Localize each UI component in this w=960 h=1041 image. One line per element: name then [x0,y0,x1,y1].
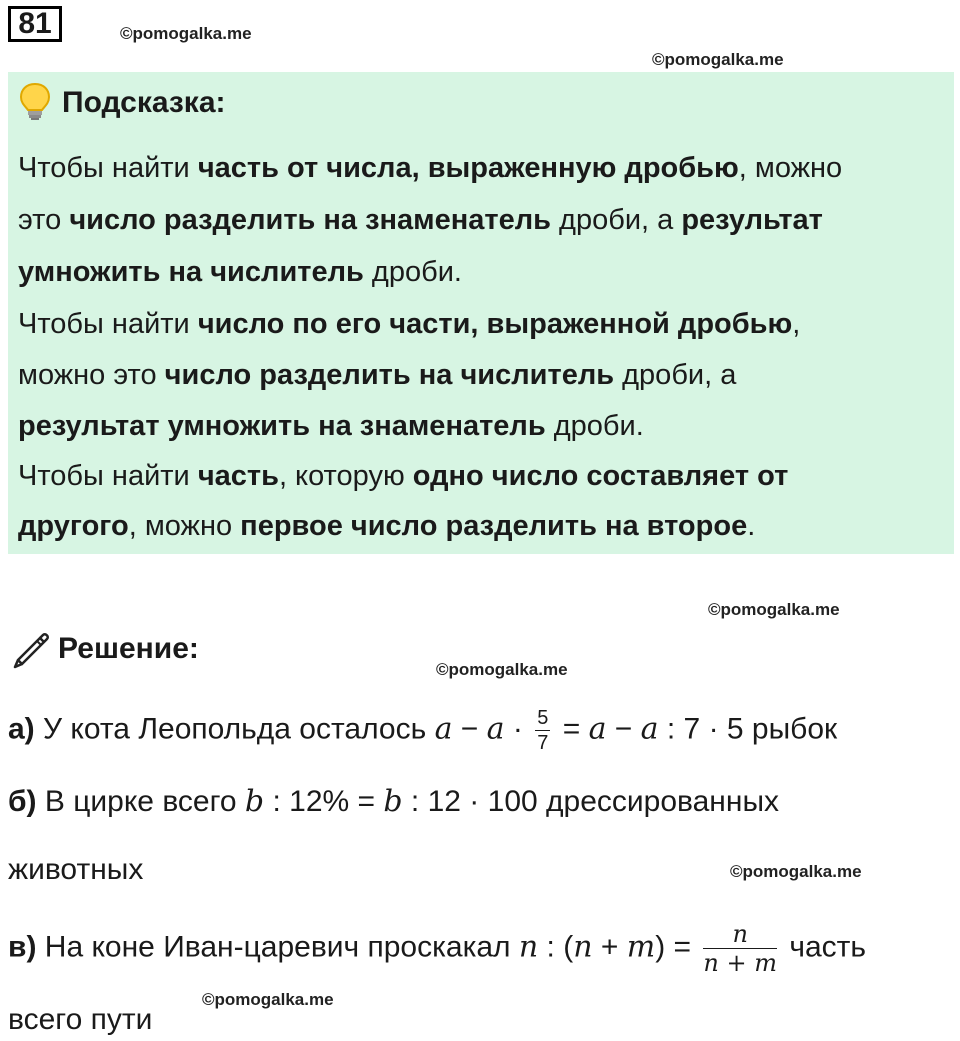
solution-b-line2: животных [8,853,144,886]
solution-c-line2: всего пути [8,1003,153,1036]
hint-line [18,408,644,444]
var-a: a [588,711,607,747]
hint-bold-text: часть от числа, выраженную дробью [197,152,739,184]
solution-b-text: В цирке всего [36,785,245,818]
task-number: 81 [8,6,62,42]
hint-bold-text: первое число разделить на второе [240,510,748,542]
hint-bold-text: часть [197,460,279,492]
hint-text: дроби. [545,410,644,442]
var-a: a [486,711,505,747]
hint-bold-text: число разделить на числитель [164,359,615,391]
solution-c [8,920,866,977]
solution-c-tail: часть [780,930,867,964]
hint-text: Чтобы найти [18,460,198,492]
fraction-numerator: 5 [537,707,549,729]
hint-title: Подсказка: [62,86,226,119]
watermark: ©pomogalka.me [730,862,862,881]
solution-a-tail: : 7 · 5 рыбок [658,712,838,746]
solution-c-label: в) [8,930,37,964]
hint-line [18,458,788,494]
hint-bold-text: число по его части, выраженной дробью [197,308,793,340]
solution-a-text: У кота Леопольда осталось [34,712,435,746]
var-n: n [518,929,539,965]
hint-text: это [18,204,70,236]
hint-bold-text: число разделить на знаменатель [69,204,551,236]
hint-text: , которую [278,460,413,492]
var-a: a [434,711,453,747]
watermark: ©pomogalka.me [120,24,252,43]
var-n: n [573,929,593,965]
fraction-n-over-n-plus-m [703,920,777,977]
hint-line [18,508,755,544]
var-m: m [626,929,656,965]
lightbulb-icon [18,82,52,122]
colon-paren: : ( [538,930,574,964]
solution-a-label: а) [8,712,35,746]
solution-b [8,782,779,822]
hint-bold-text: одно число составляет от [412,460,789,492]
watermark: ©pomogalka.me [652,50,784,69]
hint-text: Чтобы найти [18,308,198,340]
solution-b-part1: : 12% = [264,785,384,818]
hint-bold-text: умножить на числитель [18,256,364,288]
minus-sign: − [452,712,487,746]
minus-sign: − [606,712,641,746]
hint-text: дроби, а [614,359,737,391]
hint-line [18,306,800,342]
hint-line [18,150,842,186]
solution-b-label: б) [8,785,37,818]
watermark: ©pomogalka.me [202,990,334,1009]
watermark: ©pomogalka.me [708,600,840,619]
hint-text: , [792,308,801,340]
hint-bold-text: результат умножить на знаменатель [18,410,546,442]
var-b: b [244,784,265,819]
dot-sign: · [504,712,532,746]
hint-bold-text: результат [681,204,823,236]
fraction-numerator: n [703,920,777,949]
solution-a [8,706,837,755]
var-b: b [383,784,403,819]
hint-text: , можно [738,152,843,184]
fraction-denominator: 7 [537,732,549,754]
solution-c-text: На коне Иван-царевич проскакал [36,930,519,964]
close-paren-equals: ) = [655,930,700,964]
hint-text: дроби, а [550,204,682,236]
hint-line [18,202,823,238]
pencil-icon [10,628,52,670]
solution-b-part2: : 12 · 100 дрессированных [402,785,779,818]
equals-sign: = [554,712,589,746]
hint-text: . [747,510,756,542]
hint-line [18,254,462,290]
hint-text: можно это [18,359,165,391]
hint-text: Чтобы найти [18,152,198,184]
fraction-denominator: n + m [703,949,777,977]
solution-title: Решение: [58,632,199,665]
hint-text: , можно [128,510,241,542]
watermark: ©pomogalka.me [436,660,568,679]
hint-text: дроби. [363,256,462,288]
fraction-5-7 [535,706,550,755]
hint-bold-text: другого [18,510,129,542]
var-a: a [640,711,659,747]
hint-line [18,357,736,393]
plus-sign: + [592,930,627,964]
